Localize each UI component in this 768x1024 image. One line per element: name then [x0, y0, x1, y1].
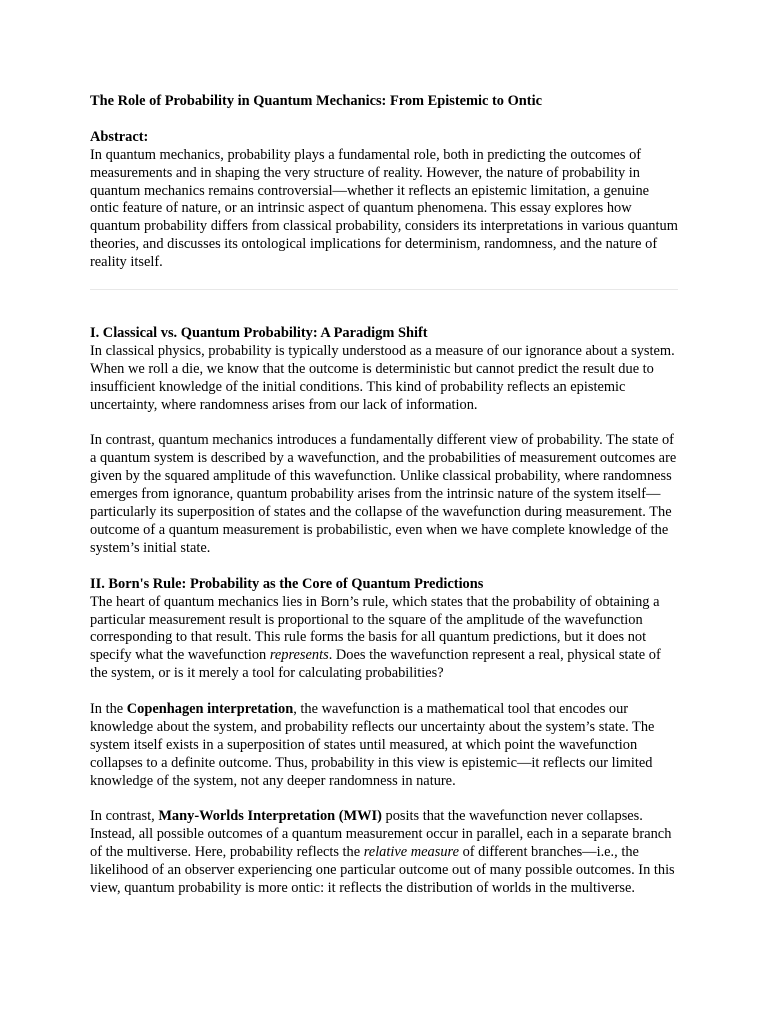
- text-run: posits that the wavefunction never collapses. Instead, all possible outcomes of a quantum measurement occur in parallel, each in a separate branch of the multiverse. Here, probability reflects the: [90, 808, 672, 861]
- abstract-heading: Abstract:: [90, 128, 149, 145]
- text-run: In the: [90, 701, 127, 718]
- paragraph-gap: [90, 415, 678, 433]
- section-1-paragraph-2: In contrast, quantum mechanics introduces a fundamentally different view of probability. The state of a quantum system is described by a wavefunction, and the probabilities of measurement outcomes are given by the squared amplitude of this wavefunction. Unlike classical probability, where randomness emerges from ignorance, quantum probability arises from the intrinsic nature of the system itself—particularly its superposition of states and the collapse of the wavefunction during measurement. The outcome of a quantum measurement is probabilistic, even when we have complete knowledge of the system’s initial state.: [90, 432, 677, 556]
- abstract-text: In quantum mechanics, probability plays a fundamental role, both in predicting the outcomes of measurements and in shaping the very structure of reality. However, the nature of probability in quantum mechanics remains controversial—whether it reflects an epistemic limitation, a genuine ontic feature of nature, or an intrinsic aspect of quantum phenomena. This essay explores how quantum probability differs from classical probability, considers its interpretations in various quantum theories, and discusses its ontological implications for determinism, randomness, and the nature of reality itself.: [90, 146, 678, 271]
- section-2-paragraph-2: [90, 701, 678, 791]
- section-divider: [90, 289, 678, 290]
- term-many-worlds-interpretation: Many-Worlds Interpretation (MWI): [158, 808, 382, 825]
- paragraph-gap: [90, 791, 678, 809]
- document-page: [90, 93, 678, 898]
- text-run: , the wavefunction is a mathematical tool that encodes our knowledge about the system, and probability reflects our uncertainty about the system’s state. The system itself exists in a superposition of states until measured, at which point the wavefunction collapses to a definite outcome. Thus, probability in this view is epistemic—it reflects our limited knowledge of the system, not any deeper randomness in nature.: [90, 701, 655, 789]
- text-run: of different branches—i.e., the likelihood of an observer experiencing one particular outcome out of many possible outcomes. In this view, quantum probability is more ontic: it reflects the distribution of worlds in the multiverse.: [90, 844, 675, 897]
- section-2-paragraph-1: [90, 594, 678, 684]
- text-run: The heart of quantum mechanics lies in Born’s rule, which states that the probability of obtaining a particular measurement result is proportional to the square of the amplitude of the wavefunction corresponding to that result. This rule forms the basis for all quantum predictions, but it does not specify what the wavefunction: [90, 593, 660, 664]
- term-copenhagen-interpretation: Copenhagen interpretation: [126, 701, 294, 718]
- section-1-paragraph-1: In classical physics, probability is typically understood as a measure of our ignorance about a system. When we roll a die, we know that the outcome is deterministic but cannot predict the result due to insufficient knowledge of the initial conditions. This kind of probability reflects an epistemic uncertainty, where randomness arises from our lack of information.: [90, 342, 675, 413]
- text-run: In contrast,: [90, 808, 159, 825]
- section-1-heading: I. Classical vs. Quantum Probability: A Paradigm Shift: [90, 325, 428, 342]
- section-2-heading: II. Born's Rule: Probability as the Core of Quantum Predictions: [90, 575, 484, 592]
- section-2-paragraph-3: [90, 808, 678, 898]
- emphasis-relative-measure: relative measure: [363, 844, 459, 861]
- document-title: The Role of Probability in Quantum Mechanics: From Epistemic to Ontic: [90, 93, 542, 109]
- text-run: . Does the wavefunction represent a real, physical state of the system, or is it merely a tool for calculating probabilities?: [90, 647, 661, 682]
- paragraph-gap: [90, 558, 678, 576]
- paragraph-gap: [90, 683, 678, 701]
- emphasis-represents: represents: [269, 647, 329, 664]
